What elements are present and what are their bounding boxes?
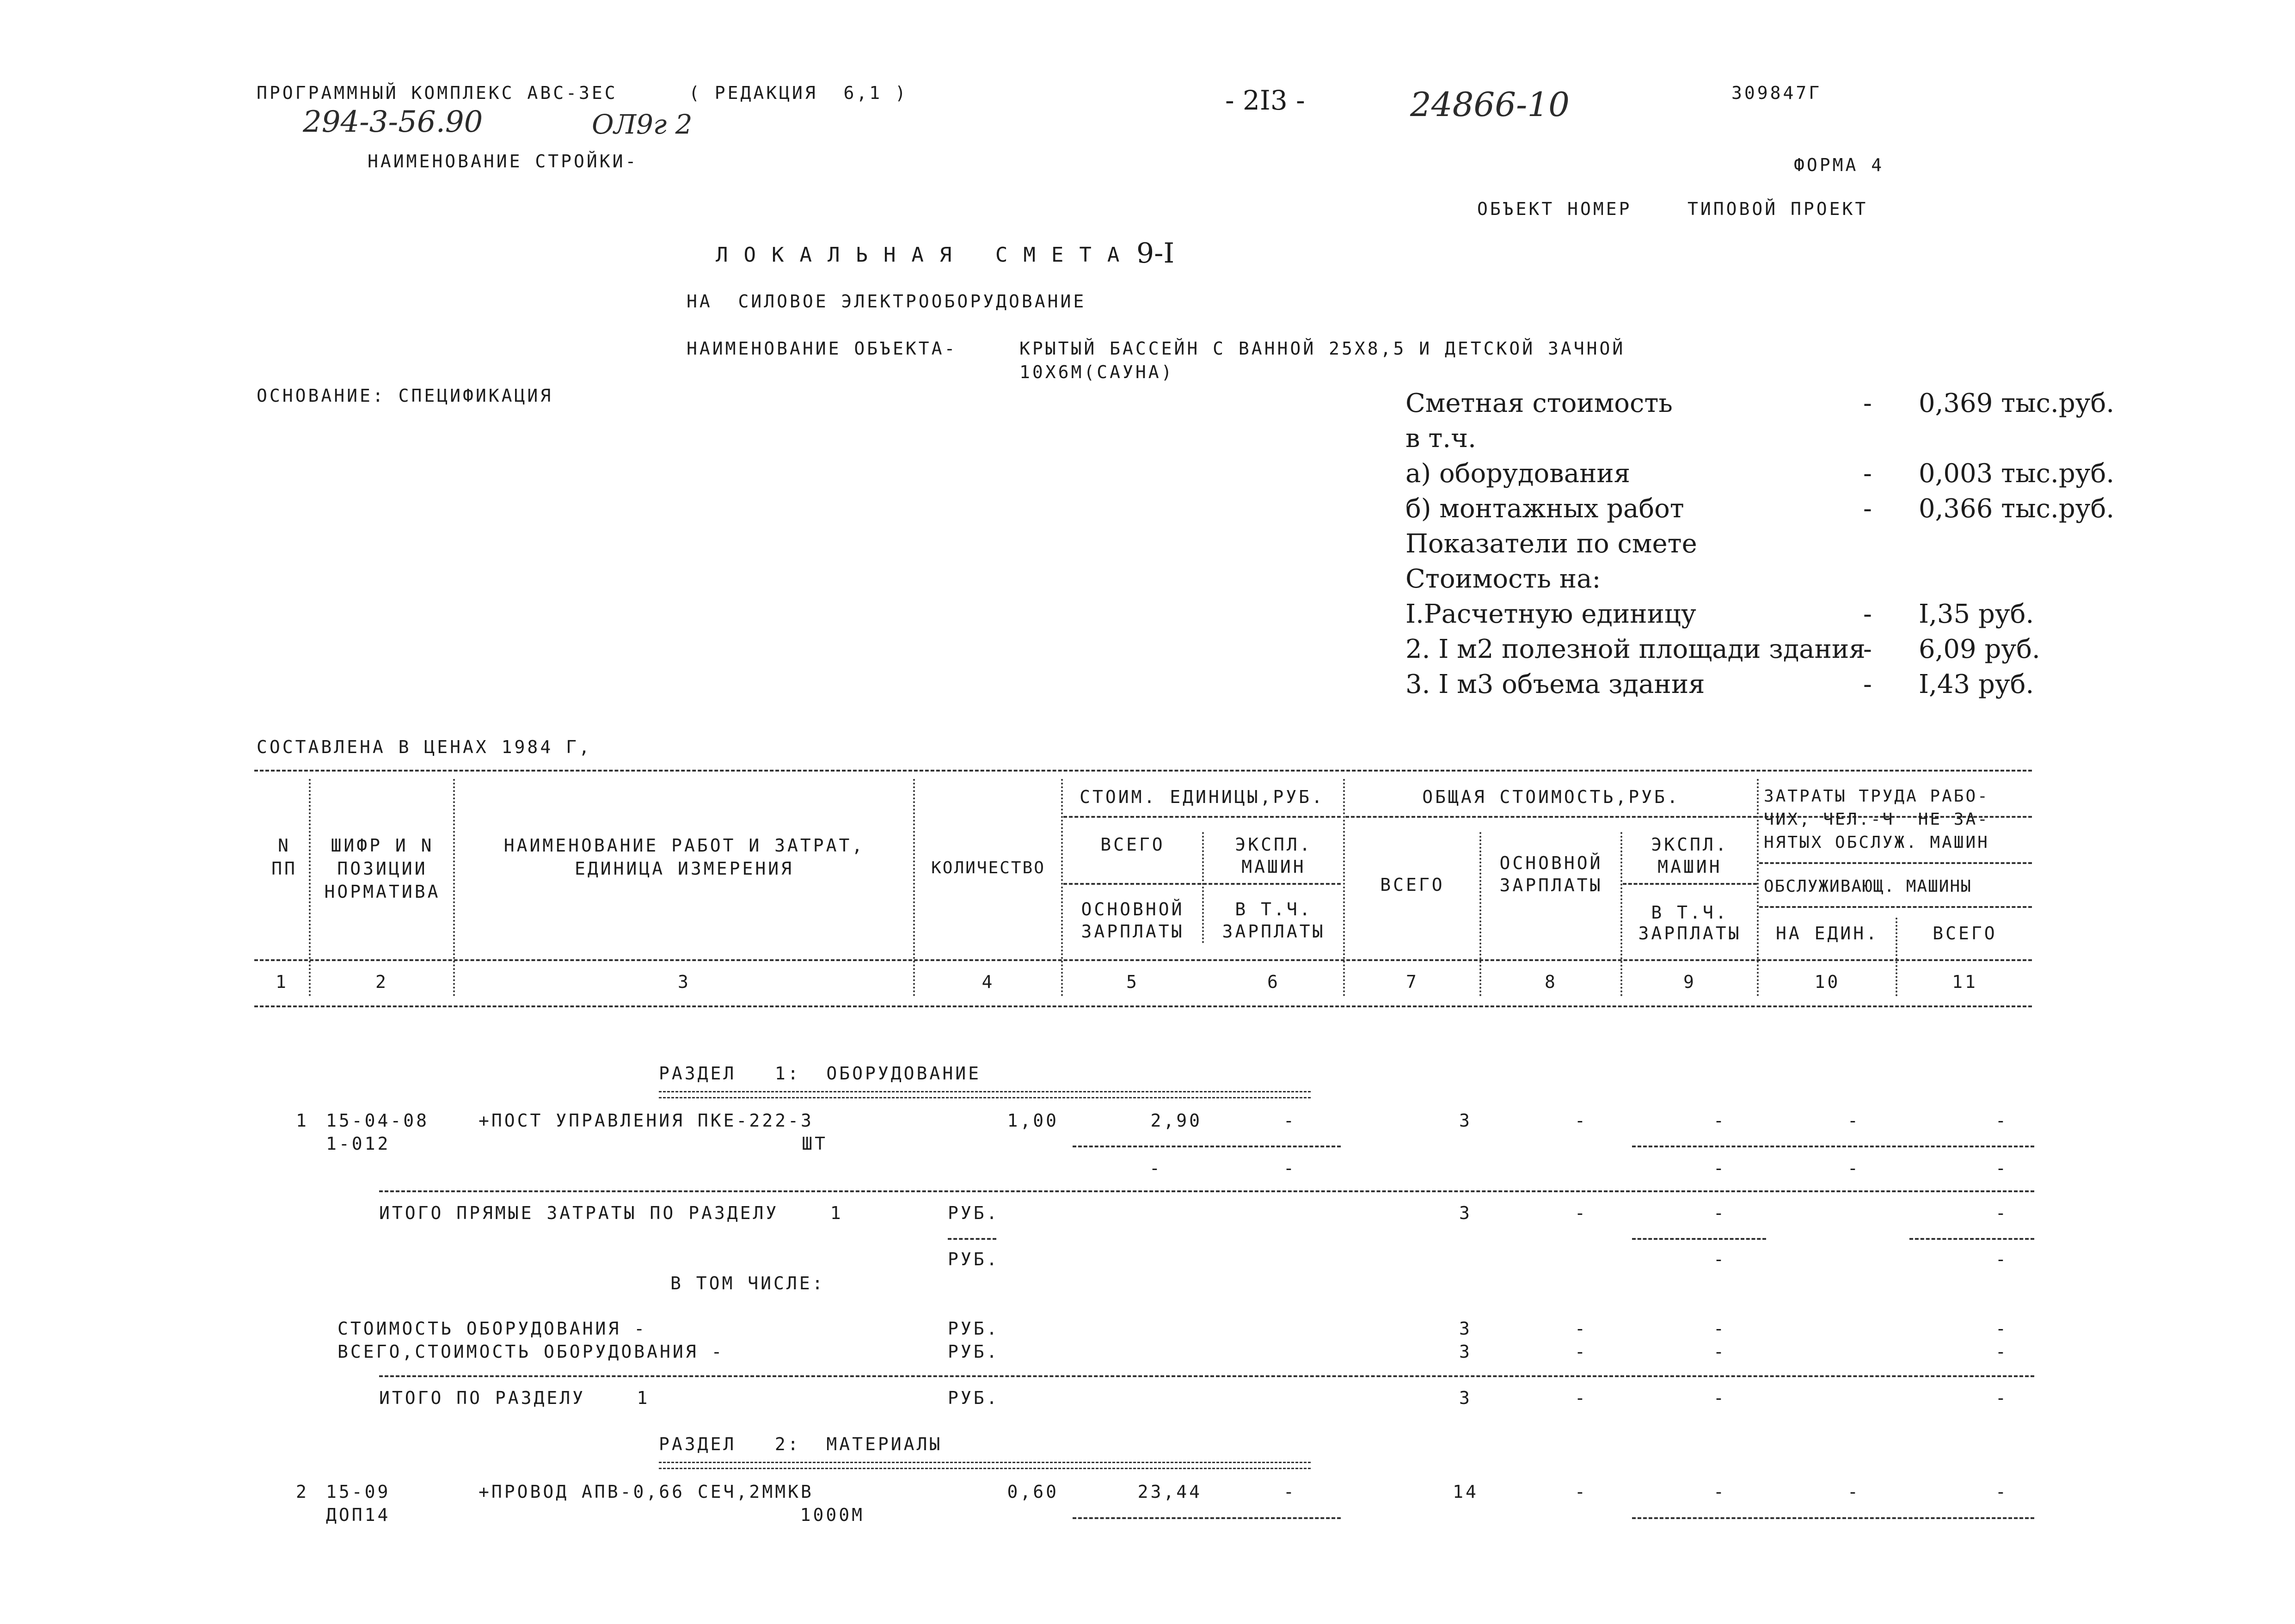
hdr-col2-b: ПОЗИЦИИ [337, 858, 428, 879]
row1-c11: - [1995, 1110, 2008, 1131]
sub-rule [1063, 816, 1341, 818]
row1-sub9: - [1713, 1158, 1726, 1178]
summary-label: Показатели по смете [1405, 529, 1697, 559]
section1-rule [379, 1190, 2034, 1192]
equipment-cost-all-c9: - [1713, 1342, 1726, 1362]
col-sep [1896, 918, 1897, 996]
summary-label: в т.ч. [1405, 423, 1476, 453]
section1-total-label: ИТОГО ПО РАЗДЕЛУ 1 [379, 1388, 650, 1408]
column-number: 10 [1814, 972, 1841, 992]
section1-total-rule [379, 1375, 2034, 1377]
hdr-labor-serv: ОБСЛУЖИВАЮЩ. МАШИНЫ [1764, 877, 1972, 896]
row1-code-2: 1-012 [326, 1134, 391, 1154]
document-title-number: 9-I [1136, 237, 1175, 270]
col-sep [1479, 832, 1481, 996]
direct-costs-c8: - [1575, 1203, 1588, 1223]
including-label: В ТОМ ЧИСЛЕ: [670, 1273, 825, 1293]
hdr-total-wage-a: ОСНОВНОЙ [1499, 853, 1603, 873]
row2-sub-rule [1632, 1517, 2034, 1519]
equipment-cost-all-total: 3 [1459, 1342, 1472, 1362]
hdr-unit-expl-a: ЭКСПЛ. [1235, 834, 1313, 855]
direct-costs-c11: - [1995, 1203, 2008, 1223]
row1-sub5: - [1149, 1158, 1162, 1178]
row1-sub6: - [1283, 1158, 1296, 1178]
hdr-labor-unit: НА ЕДИН. [1775, 923, 1879, 944]
equipment-cost-rub: РУБ. [948, 1318, 1000, 1339]
column-number: 6 [1267, 972, 1280, 992]
document-title: ЛОКАЛЬНАЯ СМЕТА [716, 243, 1135, 267]
summary-value: 0,003 тыс.руб. [1919, 459, 2115, 489]
table-top-rule [254, 770, 2032, 772]
direct-costs-sub11: - [1995, 1249, 2008, 1269]
building-name-label: НАИМЕНОВАНИЕ СТРОЙКИ- [368, 151, 638, 172]
col-sep [1620, 832, 1622, 996]
col-sep [1061, 779, 1063, 996]
direct-costs-rub: РУБ. [948, 1203, 1000, 1223]
form-label: ФОРМА 4 [1794, 155, 1884, 175]
row1-sub11: - [1995, 1158, 2008, 1178]
row2-c9: - [1713, 1482, 1726, 1502]
handwritten-mark: ОЛ9г 2 [592, 109, 693, 140]
rub-rule [948, 1238, 996, 1240]
hdr-labor-a: ЗАТРАТЫ ТРУДА РАБО- [1764, 787, 1989, 806]
column-number: 4 [982, 972, 995, 992]
row1-unit: ШТ [802, 1134, 828, 1154]
summary-dash: - [1863, 388, 1872, 418]
hdr-labor-b: ЧИХ, ЧЕЛ.-Ч НЕ ЗА- [1764, 810, 1989, 829]
hdr-unit-total: ВСЕГО [1100, 834, 1165, 855]
prices-year: СОСТАВЛЕНА В ЦЕНАХ 1984 Г, [257, 737, 592, 757]
hdr-unit-incl-a: В Т.Ч. [1235, 899, 1313, 919]
header-bottom-rule [254, 959, 2032, 961]
hdr-col3-a: НАИМЕНОВАНИЕ РАБОТ И ЗАТРАТ, [503, 835, 865, 856]
row2-c11: - [1995, 1482, 2008, 1502]
sub-rule [1759, 906, 2032, 908]
row1-sub10: - [1847, 1158, 1860, 1178]
summary-dash: - [1863, 494, 1872, 524]
hdr-col1-a: N [278, 835, 291, 856]
hdr-unit-expl-b: МАШИН [1241, 857, 1306, 877]
object-name-line2: 10Х6М(САУНА) [1019, 362, 1174, 382]
summary-label: Сметная стоимость [1405, 388, 1673, 418]
row1-num: 1 [296, 1110, 309, 1131]
summary-label: 2. I м2 полезной площади здания [1405, 634, 1865, 664]
section2-underline [659, 1462, 1311, 1469]
section2-title: РАЗДЕЛ 2: МАТЕРИАЛЫ [659, 1434, 943, 1454]
row1-c6: - [1283, 1110, 1296, 1131]
row1-code: 15-04-08 [326, 1110, 430, 1131]
row2-unit-price: 23,44 [1137, 1482, 1202, 1502]
section1-total-c11: - [1995, 1388, 2008, 1408]
direct-costs-sub9: - [1713, 1249, 1726, 1269]
column-number: 11 [1952, 972, 1978, 992]
summary-value: 6,09 руб. [1919, 634, 2040, 664]
hdr-col2-c: НОРМАТИВА [324, 882, 441, 902]
summary-dash: - [1863, 599, 1872, 629]
row2-code-2: ДОП14 [326, 1505, 391, 1525]
hdr-unit-incl-b: ЗАРПЛАТЫ [1222, 921, 1325, 942]
hdr-total-incl-b: ЗАРПЛАТЫ [1638, 923, 1742, 944]
hdr-labor-total: ВСЕГО [1933, 923, 1997, 944]
sub-rule [1759, 862, 2032, 864]
object-number-label: ОБЪЕКТ НОМЕР [1477, 199, 1632, 219]
row2-c7: 14 [1453, 1482, 1479, 1502]
summary-label: а) оборудования [1405, 459, 1631, 489]
direct-costs-rub-2: РУБ. [948, 1249, 1000, 1269]
row1-sub-rule [1073, 1146, 1341, 1147]
row1-unit-price: 2,90 [1150, 1110, 1202, 1131]
row2-name: +ПРОВОД АПВ-0,66 СЕЧ,2ММКВ [479, 1482, 814, 1502]
equipment-cost-label: СТОИМОСТЬ ОБОРУДОВАНИЯ - [338, 1318, 647, 1339]
document-number: 24866-10 [1410, 85, 1570, 124]
section1-total-c9: - [1713, 1388, 1726, 1408]
row2-num: 2 [296, 1482, 309, 1502]
dc-sub-rule [1909, 1238, 2034, 1240]
equipment-cost-c9: - [1713, 1318, 1726, 1339]
summary-dash: - [1863, 459, 1872, 489]
hdr-total-wage-b: ЗАРПЛАТЫ [1499, 875, 1603, 895]
hdr-unit-cost: СТОИМ. ЕДИНИЦЫ,РУБ. [1080, 787, 1325, 807]
row2-sub-rule [1073, 1517, 1341, 1519]
page-number: - 2I3 - [1225, 85, 1305, 116]
column-number: 2 [375, 972, 388, 992]
row2-unit: 1000М [800, 1505, 865, 1525]
row1-c10: - [1847, 1110, 1860, 1131]
hdr-col2-a: ШИФР И N [331, 835, 434, 856]
equipment-cost-all-c11: - [1995, 1342, 2008, 1362]
equipment-cost-all-c8: - [1575, 1342, 1588, 1362]
summary-label: 3. I м3 объема здания [1405, 669, 1705, 699]
row1-c8: - [1575, 1110, 1588, 1131]
section1-total-c8: - [1575, 1388, 1588, 1408]
summary-dash: - [1863, 669, 1872, 699]
column-number: 8 [1545, 972, 1558, 992]
col-sep [1757, 779, 1759, 996]
document-subject: НА СИЛОВОЕ ЭЛЕКТРООБОРУДОВАНИЕ [687, 291, 1086, 312]
direct-costs-label: ИТОГО ПРЯМЫЕ ЗАТРАТЫ ПО РАЗДЕЛУ 1 [379, 1203, 843, 1223]
hdr-col4: КОЛИЧЕСТВО [931, 858, 1045, 877]
numbers-bottom-rule [254, 1005, 2032, 1007]
column-number: 5 [1126, 972, 1139, 992]
section1-total-value: 3 [1459, 1388, 1472, 1408]
basis-label: ОСНОВАНИЕ: СПЕЦИФИКАЦИЯ [257, 386, 553, 406]
handwritten-code: 294-3-56.90 [303, 105, 483, 139]
col-sep [1343, 779, 1345, 996]
hdr-total-all: ВСЕГО [1380, 875, 1445, 895]
column-number: 3 [678, 972, 691, 992]
summary-label: Стоимость на: [1405, 564, 1601, 594]
section1-total-rub: РУБ. [948, 1388, 1000, 1408]
row1-qty: 1,00 [1007, 1110, 1059, 1131]
summary-dash: - [1863, 634, 1872, 664]
col-sep [1202, 832, 1204, 943]
project-label: ТИПОВОЙ ПРОЕКТ [1688, 199, 1868, 219]
sub-rule [1623, 883, 1757, 885]
column-number: 1 [276, 972, 288, 992]
summary-value: I,35 руб. [1919, 599, 2034, 629]
equipment-cost-all-label: ВСЕГО,СТОИМОСТЬ ОБОРУДОВАНИЯ - [338, 1342, 724, 1362]
object-label: НАИМЕНОВАНИЕ ОБЪЕКТА- [687, 338, 957, 359]
row1-name: +ПОСТ УПРАВЛЕНИЯ ПКЕ-222-3 [479, 1110, 814, 1131]
row2-qty: 0,60 [1007, 1482, 1059, 1502]
hdr-col1-b: ПП [271, 858, 297, 879]
hdr-total-expl-a: ЭКСПЛ. [1651, 834, 1729, 855]
row1-c9: - [1713, 1110, 1726, 1131]
col-sep [913, 779, 915, 996]
direct-costs-c9: - [1713, 1203, 1726, 1223]
summary-value: 0,366 тыс.руб. [1919, 494, 2115, 524]
summary-value: 0,369 тыс.руб. [1919, 388, 2115, 418]
row2-c10: - [1847, 1482, 1860, 1502]
hdr-unit-wage-b: ЗАРПЛАТЫ [1081, 921, 1184, 942]
object-name-line1: КРЫТЫЙ БАССЕЙН С ВАННОЙ 25Х8,5 И ДЕТСКОЙ ЗАЧНОЙ [1019, 338, 1626, 359]
hdr-col3-b: ЕДИНИЦА ИЗМЕРЕНИЯ [575, 858, 794, 879]
equipment-cost-c11: - [1995, 1318, 2008, 1339]
dc-sub-rule [1632, 1238, 1766, 1240]
summary-label: б) монтажных работ [1405, 494, 1684, 524]
row2-code: 15-09 [326, 1482, 391, 1502]
column-number: 9 [1683, 972, 1696, 992]
summary-value: I,43 руб. [1919, 669, 2034, 699]
row2-c6: - [1283, 1482, 1296, 1502]
equipment-cost-all-rub: РУБ. [948, 1342, 1000, 1362]
hdr-labor-c: НЯТЫХ ОБСЛУЖ. МАШИН [1764, 833, 1989, 852]
row1-c7: 3 [1459, 1110, 1472, 1131]
sub-rule [1063, 883, 1341, 885]
summary-label: I.Расчетную единицу [1405, 599, 1696, 629]
program-name: ПРОГРАММНЫЙ КОМПЛЕКС АВС-3ЕС [257, 83, 618, 103]
hdr-unit-wage-a: ОСНОВНОЙ [1081, 899, 1184, 919]
hdr-total-cost: ОБЩАЯ СТОИМОСТЬ,РУБ. [1422, 787, 1680, 807]
column-number: 7 [1406, 972, 1419, 992]
section1-underline [659, 1091, 1311, 1098]
section1-title: РАЗДЕЛ 1: ОБОРУДОВАНИЕ [659, 1063, 981, 1084]
row1-sub-rule [1632, 1146, 2034, 1147]
row2-c8: - [1575, 1482, 1588, 1502]
direct-costs-total: 3 [1459, 1203, 1472, 1223]
program-edition: ( РЕДАКЦИЯ 6,1 ) [689, 83, 908, 103]
equipment-cost-total: 3 [1459, 1318, 1472, 1339]
equipment-cost-c8: - [1575, 1318, 1588, 1339]
document-code: 309847Г [1731, 83, 1822, 103]
sub-rule [1345, 816, 1757, 818]
hdr-total-incl-a: В Т.Ч. [1651, 902, 1729, 923]
hdr-total-expl-b: МАШИН [1657, 857, 1722, 877]
